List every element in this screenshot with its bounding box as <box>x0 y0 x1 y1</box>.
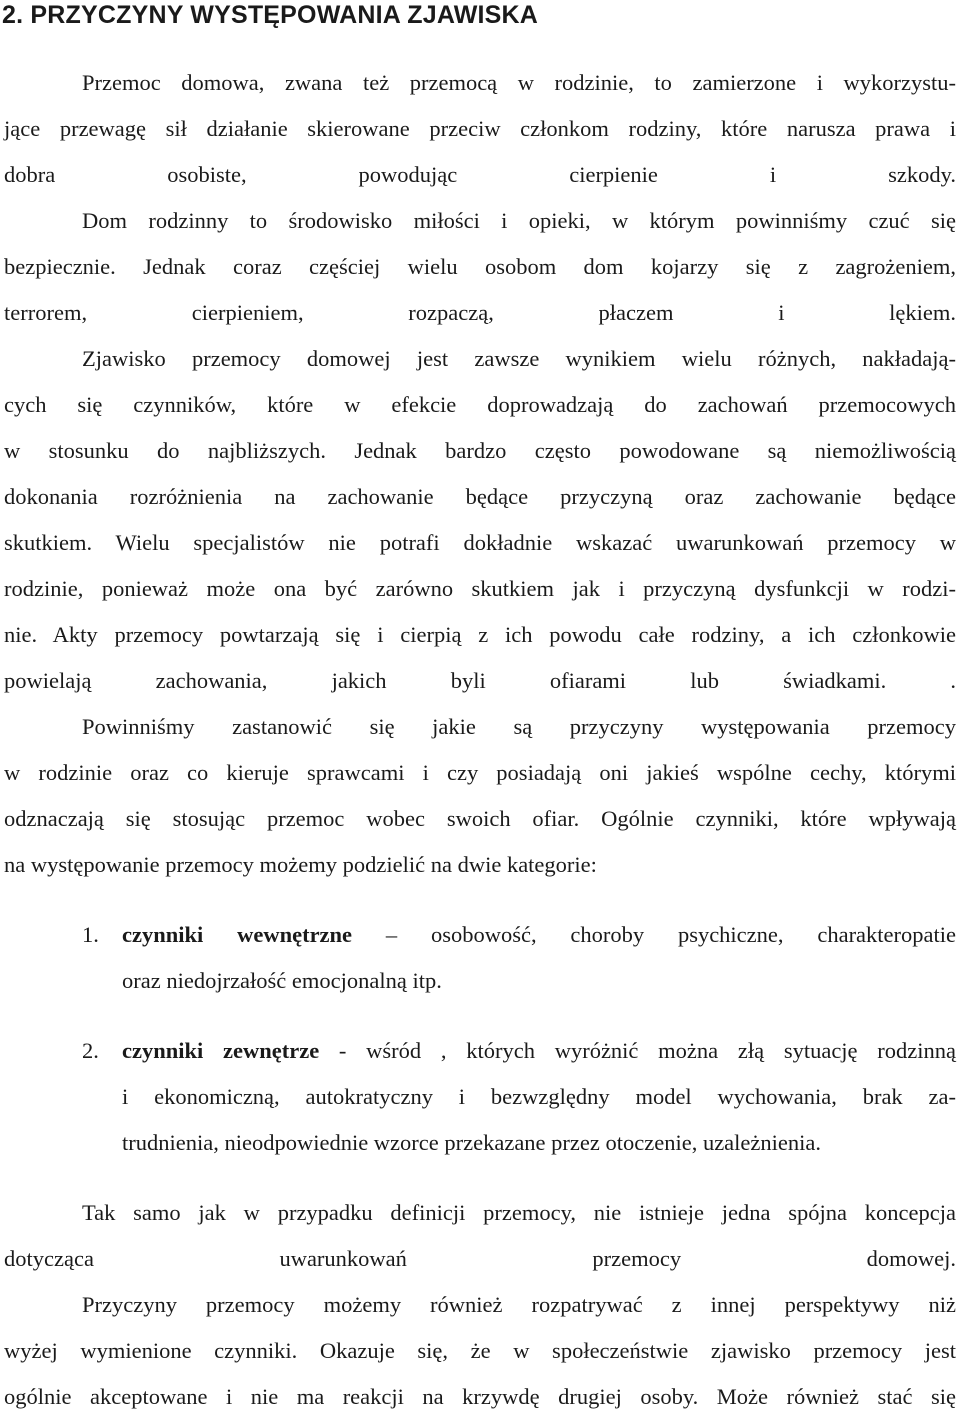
list-item-line <box>122 920 956 950</box>
paragraph-line: bezpiecznie. Jednak coraz częściej wielu osobom dom kojarzy się z zagrożeniem, <box>4 254 956 279</box>
paragraph-line: terrorem, cierpieniem, rozpaczą, płaczem i lękiem. <box>4 300 956 325</box>
list-item-line: i ekonomiczną, autokratyczny i bezwzględny model wychowania, brak za- <box>122 1084 956 1109</box>
paragraph-line: Przyczyny przemocy możemy również rozpatrywać z innej perspektywy niż <box>82 1292 956 1317</box>
paragraph-line: w stosunku do najbliższych. Jednak bardzo często powodowane są niemożliwością <box>4 438 956 463</box>
list-number: 2. <box>82 1038 99 1063</box>
paragraph-line: Dom rodzinny to środowisko miłości i opieki, w którym powinniśmy czuć się <box>82 208 956 233</box>
list-number: 1. <box>82 922 99 947</box>
paragraph-line: skutkiem. Wielu specjalistów nie potrafi dokładnie wskazać uwarunkowań przemocy w <box>4 530 956 555</box>
section-heading: 2. PRZYCZYNY WYSTĘPOWANIA ZJAWISKA <box>2 1 539 29</box>
list-item-line <box>122 1036 956 1066</box>
paragraph-line: dotycząca uwarunkowań przemocy domowej. <box>4 1246 956 1271</box>
paragraph-line: cych się czynników, które w efekcie doprowadzają do zachowań przemocowych <box>4 392 956 417</box>
paragraph-line: Tak samo jak w przypadku definicji przemocy, nie istnieje jedna spójna koncepcja <box>82 1200 956 1225</box>
paragraph-line: powielają zachowania, jakich byli ofiarami lub świadkami. . <box>4 668 956 693</box>
paragraph-line: na występowanie przemocy możemy podzielić na dwie kategorie: <box>4 852 597 877</box>
list-item-line: trudnienia, nieodpowiednie wzorce przekazane przez otoczenie, uzależnienia. <box>122 1130 821 1155</box>
list-item-text: - wśród , których wyróżnić można złą sytuację rodzinną <box>319 1038 956 1063</box>
paragraph-line: nie. Akty przemocy powtarzają się i cierpią z ich powodu całe rodziny, a ich członkowie <box>4 622 956 647</box>
paragraph-line: dobra osobiste, powodując cierpienie i szkody. <box>4 162 956 187</box>
paragraph-line: wyżej wymienione czynniki. Okazuje się, że w społeczeństwie zjawisko przemocy jest <box>4 1338 956 1363</box>
paragraph-line: Powinniśmy zastanowić się jakie są przyczyny występowania przemocy <box>82 714 956 739</box>
list-item-term: czynniki wewnętrzne <box>122 922 353 947</box>
list-item-line: oraz niedojrzałość emocjonalną itp. <box>122 968 442 993</box>
list-item-term: czynniki zewnętrze <box>122 1038 320 1063</box>
paragraph-line: jące przewagę sił działanie skierowane przeciw członkom rodziny, które narusza prawa i <box>4 116 956 141</box>
list-item-text: – osobowość, choroby psychiczne, charakteropatie <box>352 922 957 947</box>
paragraph-line: rodzinie, ponieważ może ona być zarówno skutkiem jak i przyczyną dysfunkcji w rodzi- <box>4 576 956 601</box>
paragraph-line: ogólnie akceptowane i nie ma reakcji na krzywdę drugiej osoby. Może również stać się <box>4 1384 956 1409</box>
paragraph-line: Przemoc domowa, zwana też przemocą w rodzinie, to zamierzone i wykorzystu- <box>82 70 956 95</box>
paragraph-line: odznaczają się stosując przemoc wobec swoich ofiar. Ogólnie czynniki, które wpływają <box>4 806 956 831</box>
paragraph-line: w rodzinie oraz co kieruje sprawcami i czy posiadają oni jakieś wspólne cechy, którymi <box>4 760 956 785</box>
paragraph-line: dokonania rozróżnienia na zachowanie będące przyczyną oraz zachowanie będące <box>4 484 956 509</box>
paragraph-line: Zjawisko przemocy domowej jest zawsze wynikiem wielu różnych, nakładają- <box>82 346 956 371</box>
